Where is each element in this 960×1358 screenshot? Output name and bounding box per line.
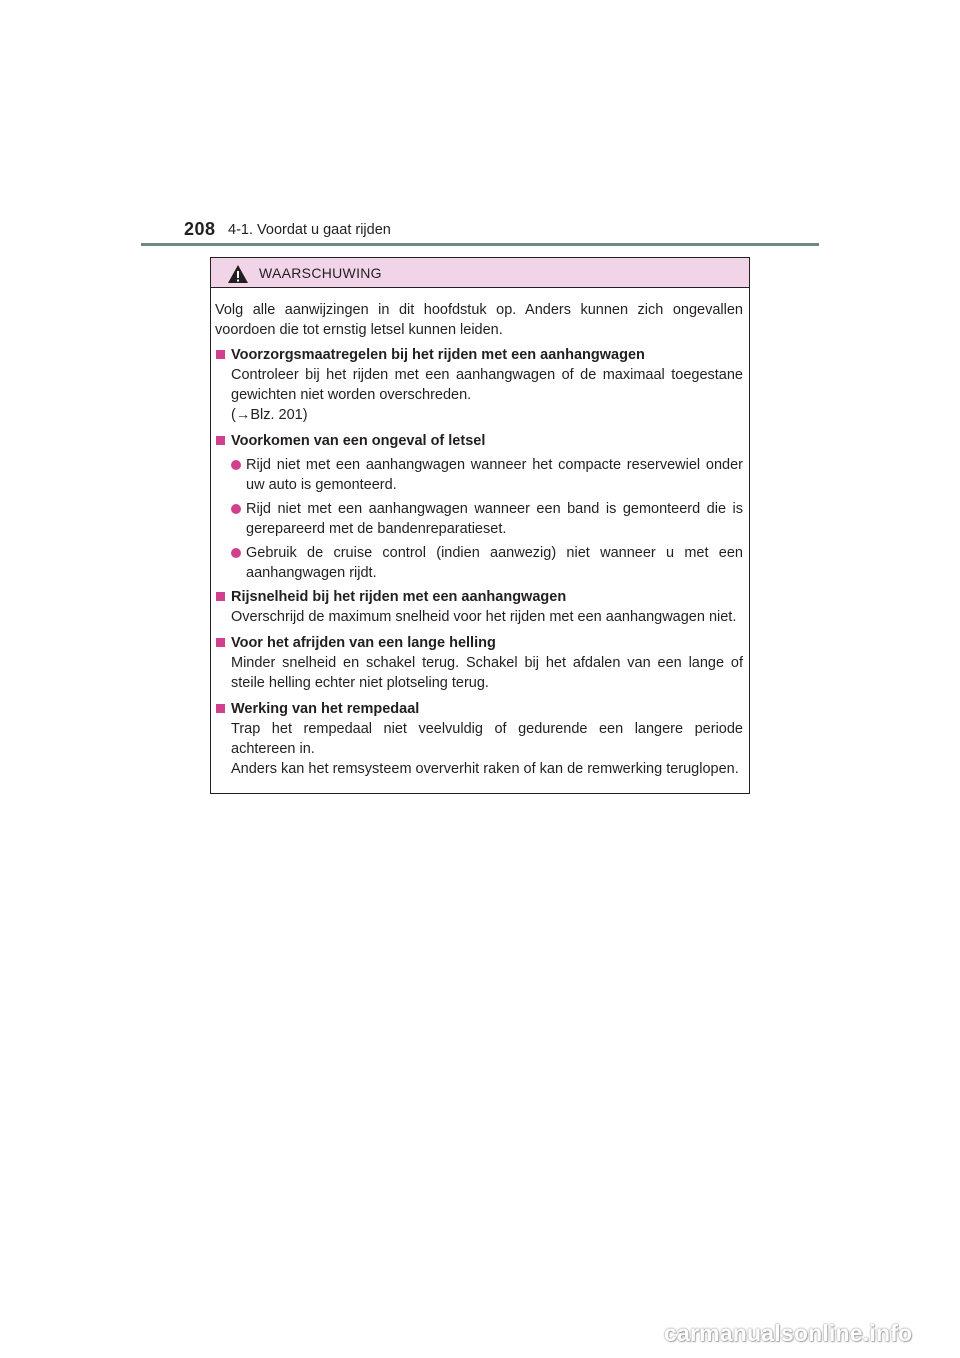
round-bullet-icon <box>231 460 241 470</box>
warning-item <box>215 431 743 583</box>
item-text: Anders kan het remsysteem oververhit raken of kan de remwerking teruglopen. <box>231 761 739 777</box>
square-bullet-icon <box>216 592 225 601</box>
warning-box <box>210 257 750 794</box>
watermark: carmanualsonline.info <box>664 1320 913 1346</box>
item-text: Controleer bij het rijden met een aanhangwagen of de maximaal toegestane gewichten niet worden overschreden. <box>231 367 743 403</box>
item-text: Minder snelheid en schakel terug. Schakel bij het afdalen van een lange of steile helling echter niet plotseling terug. <box>231 655 743 691</box>
list-item: Rijd niet met een aanhangwagen wanneer het compacte reservewiel onder uw auto is gemonteerd. <box>231 455 743 495</box>
round-bullet-icon <box>231 548 241 558</box>
section-title: 4-1. Voordat u gaat rijden <box>228 222 391 238</box>
item-text: Trap het rempedaal niet veelvuldig of gedurende een langere periode achtereen in. <box>231 721 743 757</box>
warning-intro: Volg alle aanwijzingen in dit hoofdstuk op. Anders kunnen zich ongevallen voordoen die tot ernstig letsel kunnen leiden. <box>215 302 743 338</box>
list-item: Gebruik de cruise control (indien aanwezig) niet wanneer u met een aanhangwagen rijdt. <box>231 543 743 583</box>
item-heading: Rijsnelheid bij het rijden met een aanhangwagen <box>231 589 567 605</box>
header-rule <box>141 243 819 246</box>
item-heading: Werking van het rempedaal <box>231 701 420 717</box>
warning-body <box>211 288 749 779</box>
list-item: Rijd niet met een aanhangwagen wanneer een band is gemonteerd die is gerepareerd met de bandenreparatieset. <box>231 499 743 539</box>
square-bullet-icon <box>216 704 225 713</box>
round-bullet-icon <box>231 504 241 514</box>
item-heading: Voorkomen van een ongeval of letsel <box>231 433 486 449</box>
warning-triangle-icon <box>227 264 249 284</box>
warning-item <box>215 587 743 627</box>
item-heading: Voor het afrijden van een lange helling <box>231 635 496 651</box>
item-page-reference: (→Blz. 201) <box>231 407 308 423</box>
warning-item <box>215 699 743 779</box>
square-bullet-icon <box>216 638 225 647</box>
warning-item <box>215 633 743 693</box>
square-bullet-icon <box>216 436 225 445</box>
item-text: Overschrijd de maximum snelheid voor het rijden met een aanhangwagen niet. <box>231 609 737 625</box>
warning-title: WAARSCHUWING <box>259 264 382 281</box>
item-heading: Voorzorgsmaatregelen bij het rijden met een aanhangwagen <box>231 347 645 363</box>
page-number: 208 <box>184 219 216 239</box>
warning-header <box>211 258 749 288</box>
square-bullet-icon <box>216 350 225 359</box>
warning-item <box>215 345 743 425</box>
